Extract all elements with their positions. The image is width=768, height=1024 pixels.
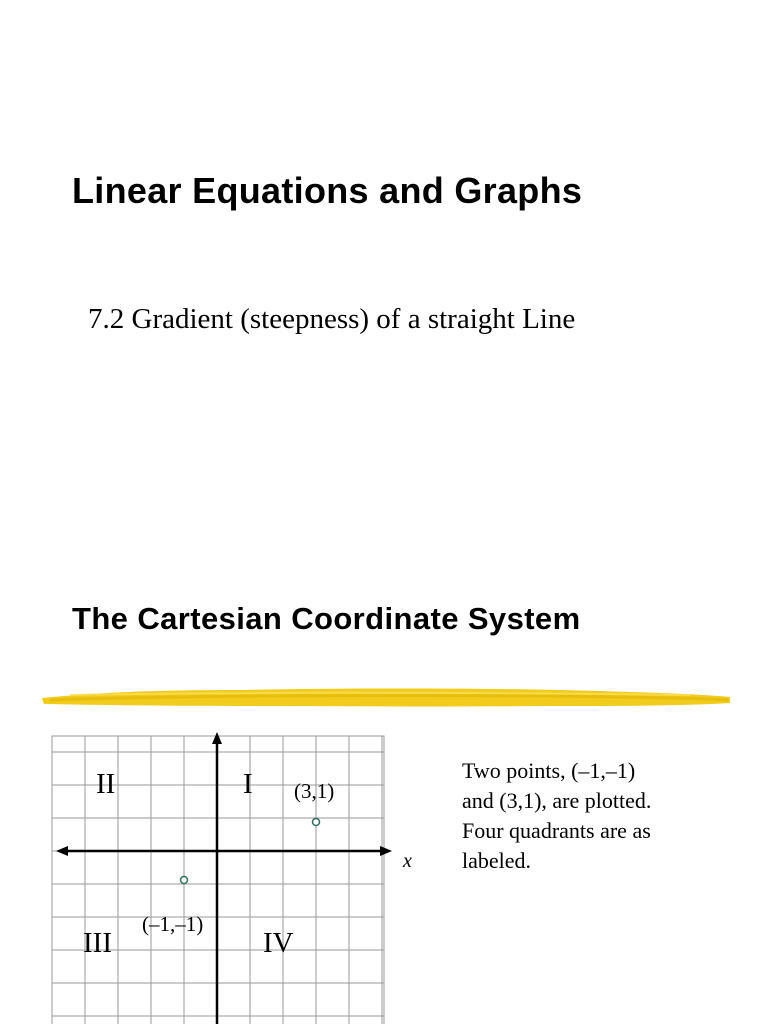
description-text — [462, 756, 712, 876]
slide-heading: The Cartesian Coordinate System — [72, 601, 581, 636]
y-axis — [212, 732, 222, 1024]
slide-title-heading: Linear Equations and Graphs — [72, 170, 583, 211]
description-line: Two points, (–1,–1) — [462, 758, 636, 783]
description-line: labeled. — [462, 848, 532, 873]
quadrant-label-ii: II — [96, 768, 116, 800]
slide-subtitle: 7.2 Gradient (steepness) of a straight Line — [88, 303, 576, 335]
x-axis-label: x — [403, 850, 412, 872]
point-3-1 — [313, 819, 320, 826]
quadrant-label-iii: III — [83, 927, 112, 959]
description-line: Four quadrants are as — [462, 818, 651, 843]
quadrant-label-iv: IV — [263, 927, 294, 959]
quadrant-label-i: I — [243, 768, 253, 800]
point-label-3-1: (3,1) — [294, 779, 335, 803]
description-line: and (3,1), are plotted. — [462, 788, 652, 813]
point-label-neg1-neg1: (–1,–1) — [142, 912, 204, 936]
slide-cartesian — [0, 512, 768, 1024]
x-axis — [56, 846, 392, 856]
point-neg1-neg1 — [181, 877, 188, 884]
